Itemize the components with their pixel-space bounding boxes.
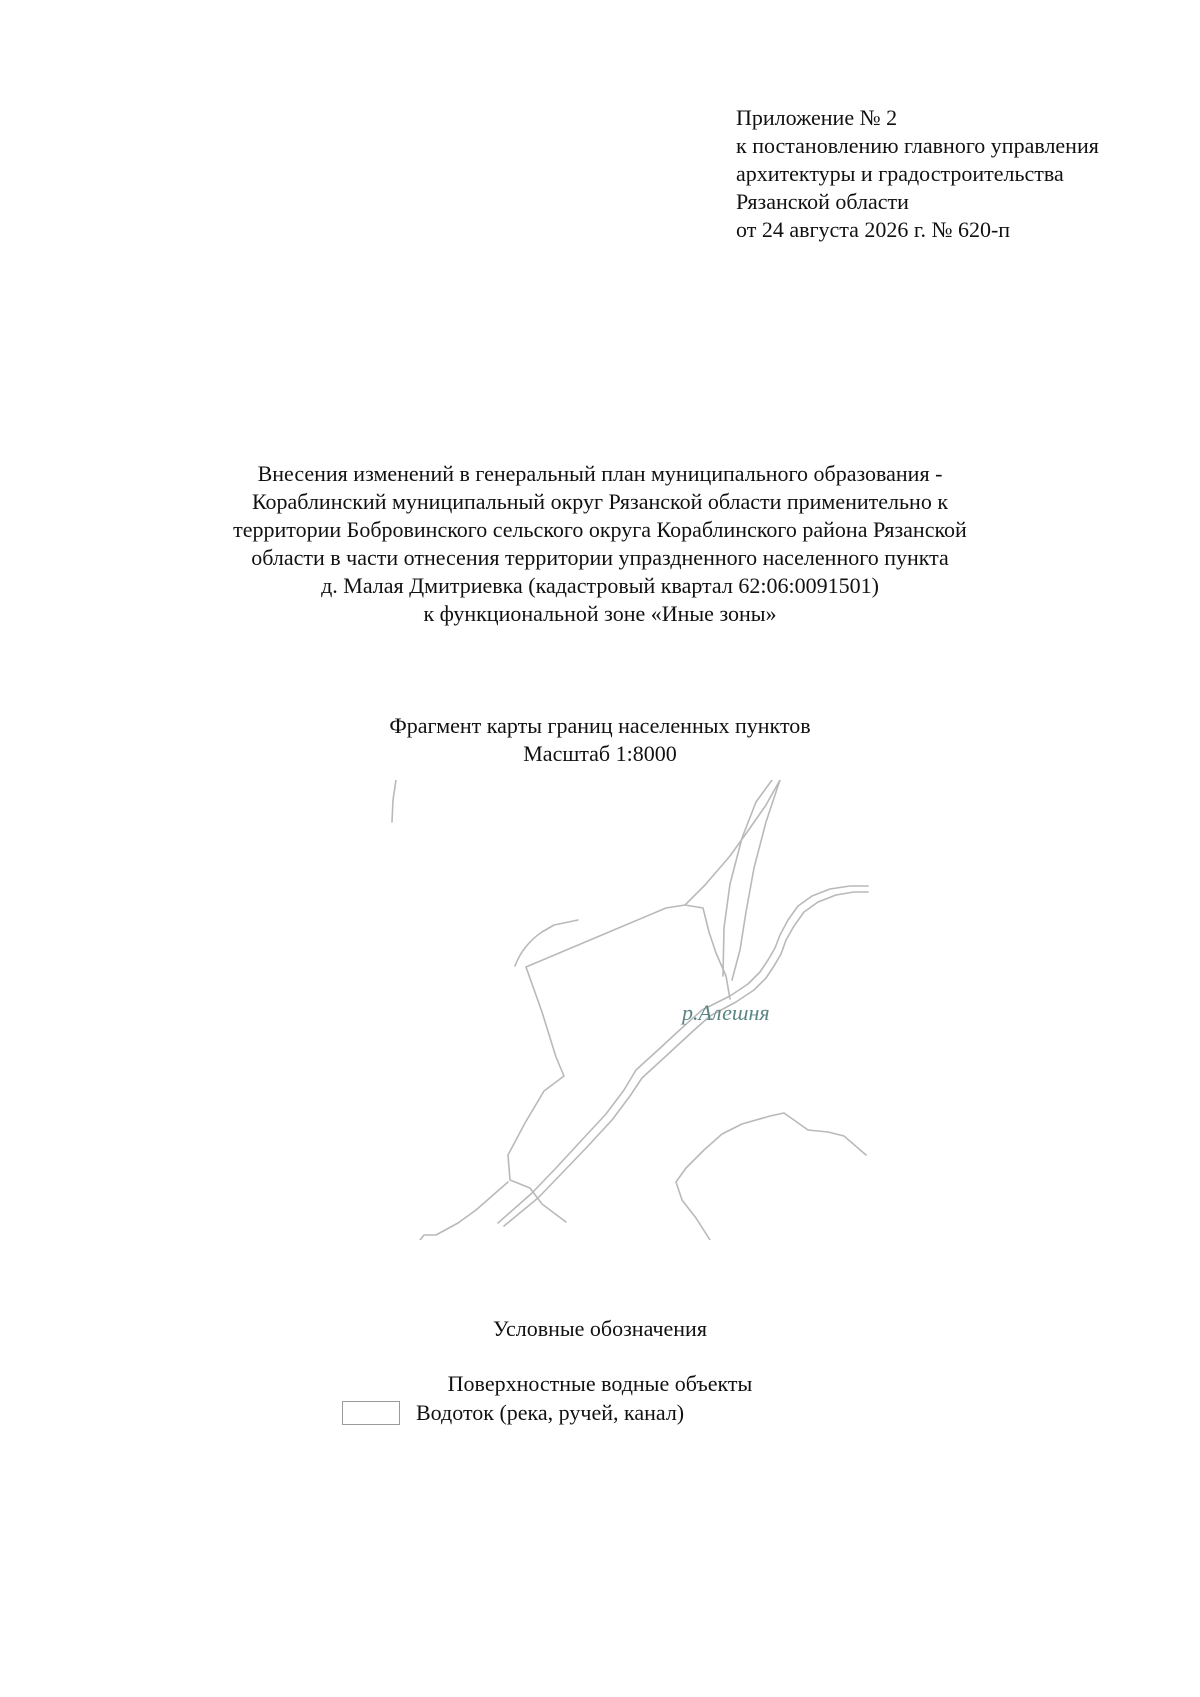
- map-line: [420, 1182, 508, 1240]
- map-fragment: [380, 780, 870, 1240]
- map-line: [676, 1113, 866, 1240]
- document-title: [100, 460, 1100, 628]
- appendix-header: [736, 104, 1099, 244]
- title-line: Кораблинский муниципальный округ Рязанской области применительно к: [251, 489, 949, 514]
- appendix-line: от 24 августа 2026 г. № 620-п: [736, 217, 1011, 242]
- map-line: [508, 967, 566, 1222]
- legend-title: Условные обозначения: [493, 1316, 707, 1341]
- legend-group-title: Поверхностные водные объекты: [447, 1371, 753, 1396]
- legend-item-watercourse: [342, 1399, 684, 1427]
- appendix-line: архитектуры и градостроительства: [736, 161, 1064, 186]
- map-line: [504, 892, 868, 1226]
- map-caption: [100, 712, 1100, 768]
- appendix-line: к постановлению главного управления: [736, 133, 1099, 158]
- legend-swatch: [342, 1401, 400, 1425]
- appendix-line: Приложение № 2: [736, 105, 898, 130]
- map-caption-title: Фрагмент карты границ населенных пунктов: [389, 713, 811, 738]
- appendix-line: Рязанской области: [736, 189, 909, 214]
- map-line: [723, 780, 772, 976]
- map-canvas: [380, 780, 870, 1240]
- map-line: [392, 780, 396, 822]
- title-line: к функциональной зоне «Иные зоны»: [423, 601, 777, 626]
- title-line: д. Малая Дмитриевка (кадастровый квартал 62:06:0091501): [321, 573, 879, 598]
- map-line: [732, 780, 780, 980]
- river-label: р.Алешня: [682, 1000, 770, 1025]
- legend-item-label: Водоток (река, ручей, канал): [416, 1400, 685, 1425]
- map-scale: Масштаб 1:8000: [523, 741, 677, 766]
- title-line: территории Бобровинского сельского округа Кораблинского района Рязанской: [233, 517, 967, 542]
- title-line: области в части отнесения территории упраздненного населенного пункта: [251, 545, 949, 570]
- title-line: Внесения изменений в генеральный план муниципального образования -: [257, 461, 943, 486]
